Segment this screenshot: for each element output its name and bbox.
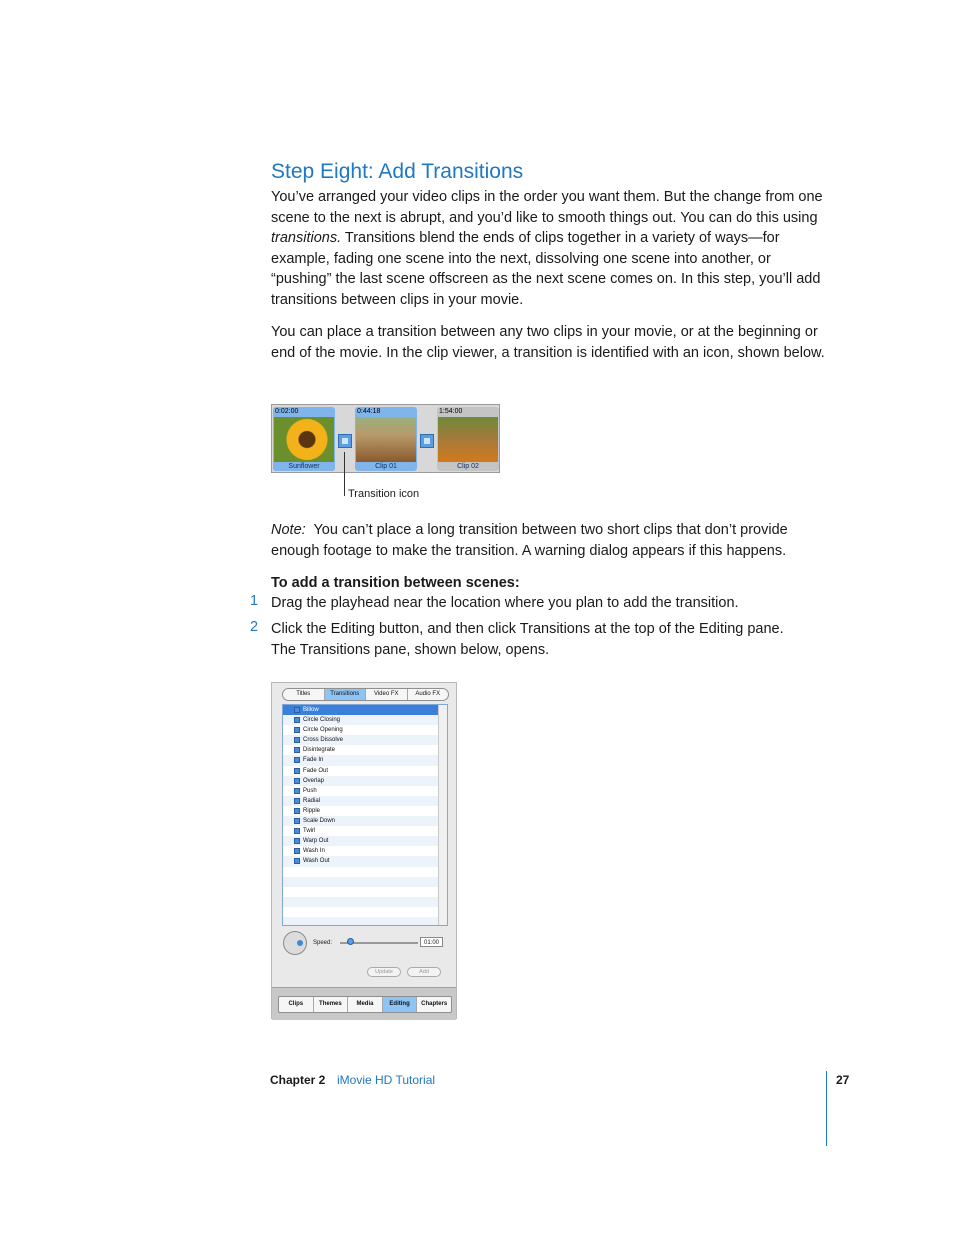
transition-item-icon [294, 778, 300, 784]
clip-01-thumbnail [356, 417, 416, 462]
list-item[interactable] [283, 796, 447, 806]
clip-02-thumbnail [438, 417, 498, 462]
transition-item-icon [294, 838, 300, 844]
transition-item-icon [294, 858, 300, 864]
transition-item-icon [294, 818, 300, 824]
note-text: You can’t place a long transition between two short clips that don’t provide enough footage to make the transition. A warning dialog appears if this happens. [271, 522, 788, 559]
section-heading: Step Eight: Add Transitions [271, 160, 524, 183]
empty-row [283, 887, 447, 897]
transitions-list [282, 704, 448, 926]
editing-tabs [282, 688, 449, 701]
list-scrollbar[interactable] [438, 705, 447, 925]
empty-row [283, 877, 447, 887]
tab-transitions[interactable]: Transitions [325, 689, 367, 700]
pane-button-bar [272, 987, 456, 1020]
clip-time: 0:44:18 [357, 408, 381, 415]
step-result: The Transitions pane, shown below, opens. [271, 641, 550, 658]
list-item[interactable] [283, 816, 447, 826]
list-item[interactable] [283, 826, 447, 836]
clip-name: Clip 02 [457, 463, 479, 470]
list-item-label: Fade Out [303, 767, 329, 774]
note-paragraph [271, 520, 831, 561]
transition-icon[interactable] [420, 434, 434, 448]
empty-row [283, 897, 447, 907]
speed-label: Speed: [313, 940, 333, 946]
clip-02 [437, 407, 499, 471]
list-item-label: Fade In [303, 757, 324, 764]
step-instruction: Click the Editing button, and then click Transitions at the top of the Editing pane. [271, 621, 784, 637]
list-item-label: Warp Out [303, 838, 329, 845]
transition-item-icon [294, 808, 300, 814]
list-item-label: Circle Opening [303, 727, 343, 734]
transitions-pane-figure [271, 682, 457, 1019]
list-item-label: Cross Dissolve [303, 737, 344, 744]
clip-viewer-figure [271, 404, 500, 473]
list-item-label: Wash Out [303, 858, 330, 865]
list-item[interactable] [283, 705, 447, 715]
chapters-button[interactable]: Chapters [421, 1001, 448, 1007]
callout-label: Transition icon [348, 488, 420, 500]
list-item-label: Circle Closing [303, 717, 341, 724]
tab-titles[interactable]: Titles [283, 689, 325, 700]
step-text [271, 619, 831, 660]
intro-emphasis: transitions. [271, 230, 342, 246]
transition-item-icon [294, 798, 300, 804]
list-item[interactable] [283, 786, 447, 796]
list-item[interactable] [283, 856, 447, 866]
list-item-label: Push [303, 787, 317, 794]
empty-row [283, 907, 447, 917]
clip-name: Sunflower [288, 463, 320, 470]
list-item[interactable] [283, 755, 447, 765]
intro-text-1: You’ve arranged your video clips in the order you want them. But the change from one scene to the next is abrupt, and you’d like to smooth things out. You can do this using [271, 189, 823, 226]
speed-value: 01:00 [420, 937, 443, 947]
clip-time: 0:02:00 [275, 408, 299, 415]
footer-title: iMovie HD Tutorial [337, 1073, 436, 1087]
clip-name: Clip 01 [375, 463, 397, 470]
clip-time: 1:54:00 [439, 408, 463, 415]
themes-button[interactable]: Themes [314, 997, 349, 1012]
list-item[interactable] [283, 735, 447, 745]
clip-sunflower [273, 407, 335, 471]
footer-divider [826, 1071, 827, 1146]
add-button[interactable]: Add [407, 967, 441, 977]
tab-audio-fx[interactable]: Audio FX [415, 691, 441, 697]
intro-text-2: Transitions blend the ends of clips together in a variety of ways—for example, fading one scene into the next, dissolving one scene into another, or “pushing” the last scene offscreen as the next scene comes on. In this step, you’ll add transitions between clips in your movie. [271, 230, 821, 308]
list-item-label: Billow [303, 707, 319, 713]
list-item[interactable] [283, 806, 447, 816]
list-item[interactable] [283, 836, 447, 846]
transition-item-icon [294, 727, 300, 733]
list-item[interactable] [283, 745, 447, 755]
list-item-label: Overlap [303, 777, 325, 784]
list-item-label: Scale Down [303, 818, 336, 825]
callout-line [344, 452, 345, 496]
footer-chapter: Chapter 2 [270, 1073, 326, 1087]
clips-button[interactable]: Clips [279, 997, 314, 1012]
pane-buttons [278, 996, 452, 1013]
step-number: 1 [250, 593, 259, 609]
media-button[interactable]: Media [348, 997, 383, 1012]
list-item[interactable] [283, 776, 447, 786]
page-number: 27 [836, 1073, 850, 1087]
transition-icon[interactable] [338, 434, 352, 448]
transition-item-icon [294, 717, 300, 723]
list-item-label: Twirl [303, 828, 316, 835]
step-number: 2 [250, 619, 259, 635]
sunflower-thumbnail [274, 417, 334, 462]
editing-button[interactable]: Editing [383, 997, 418, 1012]
list-item-label: Ripple [303, 807, 321, 814]
list-item-label: Wash In [303, 848, 325, 855]
transition-item-icon [294, 757, 300, 763]
empty-row [283, 917, 447, 926]
clip-01 [355, 407, 417, 471]
direction-dial-icon[interactable] [283, 931, 307, 955]
speed-slider-knob[interactable] [347, 938, 354, 945]
intro-paragraph [271, 187, 831, 310]
list-item-label: Radial [303, 797, 321, 804]
placement-paragraph: You can place a transition between any two clips in your movie, or at the beginning or end of the movie. In the clip viewer, a transition is identified with an icon, shown below. [271, 324, 825, 361]
transition-item-icon [294, 848, 300, 854]
transition-item-icon [294, 707, 300, 713]
update-button[interactable]: Update [367, 967, 401, 977]
transition-item-icon [294, 747, 300, 753]
step-text: Drag the playhead near the location where you plan to add the transition. [271, 595, 739, 611]
transition-item-icon [294, 737, 300, 743]
list-item-label: Disintegrate [303, 747, 336, 754]
tab-video-fx[interactable]: Video FX [366, 689, 408, 700]
procedure-title: To add a transition between scenes: [271, 575, 520, 591]
empty-row [283, 867, 447, 877]
transition-item-icon [294, 828, 300, 834]
list-item[interactable] [283, 846, 447, 856]
list-item[interactable] [283, 766, 447, 776]
note-label: Note: [271, 522, 306, 538]
list-item[interactable] [283, 715, 447, 725]
transition-item-icon [294, 768, 300, 774]
transition-item-icon [294, 788, 300, 794]
list-item[interactable] [283, 725, 447, 735]
